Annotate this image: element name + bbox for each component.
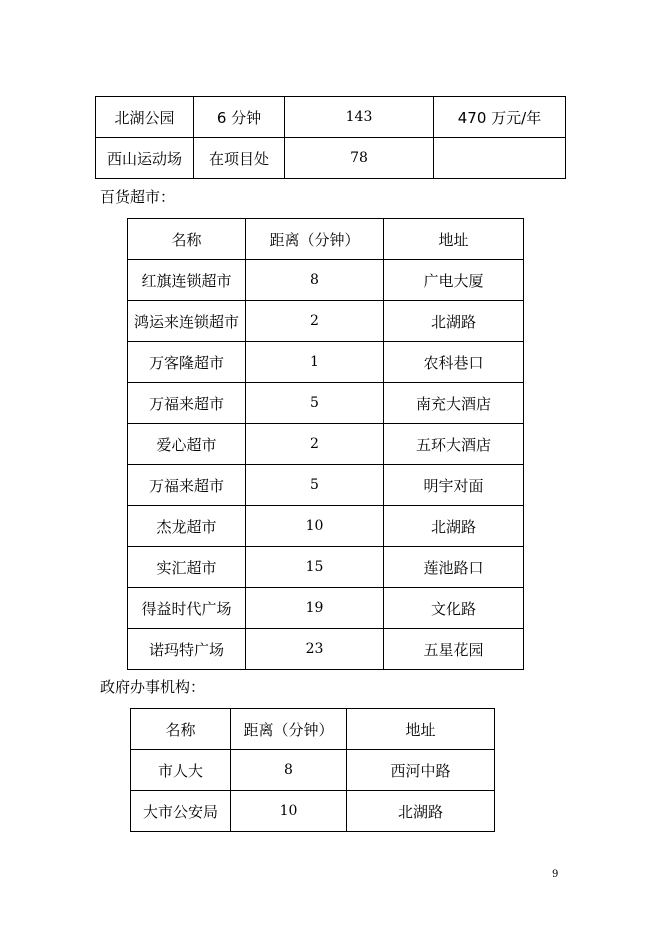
table-row xyxy=(128,424,524,465)
park-fee-cell xyxy=(434,138,566,179)
distance-cell: 10 xyxy=(231,791,347,832)
table-row xyxy=(128,506,524,547)
address-cell: 广电大厦 xyxy=(384,260,524,301)
name-cell: 杰龙超市 xyxy=(128,506,246,547)
name-cell: 爱心超市 xyxy=(128,424,246,465)
name-cell: 市人大 xyxy=(131,750,231,791)
park-distance-cell: 6 分钟 xyxy=(194,97,285,138)
table-row xyxy=(128,588,524,629)
page-number: 9 xyxy=(552,869,559,880)
name-cell: 鸿运来连锁超市 xyxy=(128,301,246,342)
table-row xyxy=(128,465,524,506)
address-cell: 文化路 xyxy=(384,588,524,629)
distance-cell: 2 xyxy=(246,301,384,342)
distance-cell: 8 xyxy=(231,750,347,791)
address-cell: 五环大酒店 xyxy=(384,424,524,465)
distance-cell: 19 xyxy=(246,588,384,629)
supermarkets-caption: 百货超市： xyxy=(100,188,176,206)
address-cell: 北湖路 xyxy=(384,301,524,342)
table-row xyxy=(96,97,566,138)
address-cell: 五星花园 xyxy=(384,629,524,670)
header-name: 名称 xyxy=(128,219,246,260)
distance-cell: 23 xyxy=(246,629,384,670)
distance-cell: 1 xyxy=(246,342,384,383)
address-cell: 明宇对面 xyxy=(384,465,524,506)
name-cell: 得益时代广场 xyxy=(128,588,246,629)
name-cell: 实汇超市 xyxy=(128,547,246,588)
park-name-cell: 西山运动场 xyxy=(96,138,194,179)
park-count-cell: 143 xyxy=(285,97,434,138)
table-row xyxy=(128,383,524,424)
distance-cell: 15 xyxy=(246,547,384,588)
address-cell: 北湖路 xyxy=(384,506,524,547)
name-cell: 大市公安局 xyxy=(131,791,231,832)
park-name-cell: 北湖公园 xyxy=(96,97,194,138)
name-cell: 万福来超市 xyxy=(128,465,246,506)
table-row xyxy=(131,791,495,832)
header-distance: 距离（分钟） xyxy=(246,219,384,260)
distance-cell: 2 xyxy=(246,424,384,465)
table-header-row xyxy=(128,219,524,260)
address-cell: 北湖路 xyxy=(347,791,495,832)
address-cell: 莲池路口 xyxy=(384,547,524,588)
table-header-row xyxy=(131,709,495,750)
name-cell: 万福来超市 xyxy=(128,383,246,424)
distance-cell: 5 xyxy=(246,383,384,424)
address-cell: 西河中路 xyxy=(347,750,495,791)
distance-cell: 10 xyxy=(246,506,384,547)
government-caption: 政府办事机构： xyxy=(100,678,206,696)
name-cell: 红旗连锁超市 xyxy=(128,260,246,301)
park-count-cell: 78 xyxy=(285,138,434,179)
table-row xyxy=(96,138,566,179)
distance-cell: 5 xyxy=(246,465,384,506)
table-row xyxy=(131,750,495,791)
table-row xyxy=(128,260,524,301)
header-distance: 距离（分钟） xyxy=(231,709,347,750)
header-address: 地址 xyxy=(384,219,524,260)
name-cell: 万客隆超市 xyxy=(128,342,246,383)
table-row xyxy=(128,342,524,383)
distance-cell: 8 xyxy=(246,260,384,301)
header-address: 地址 xyxy=(347,709,495,750)
government-table xyxy=(130,708,495,832)
address-cell: 农科巷口 xyxy=(384,342,524,383)
park-fee-cell: 470 万元/年 xyxy=(434,97,566,138)
table-row xyxy=(128,547,524,588)
table-row xyxy=(128,629,524,670)
table-row xyxy=(128,301,524,342)
parks-table xyxy=(95,96,566,179)
address-cell: 南充大酒店 xyxy=(384,383,524,424)
supermarkets-table xyxy=(127,218,524,670)
park-distance-cell: 在项目处 xyxy=(194,138,285,179)
name-cell: 诺玛特广场 xyxy=(128,629,246,670)
header-name: 名称 xyxy=(131,709,231,750)
